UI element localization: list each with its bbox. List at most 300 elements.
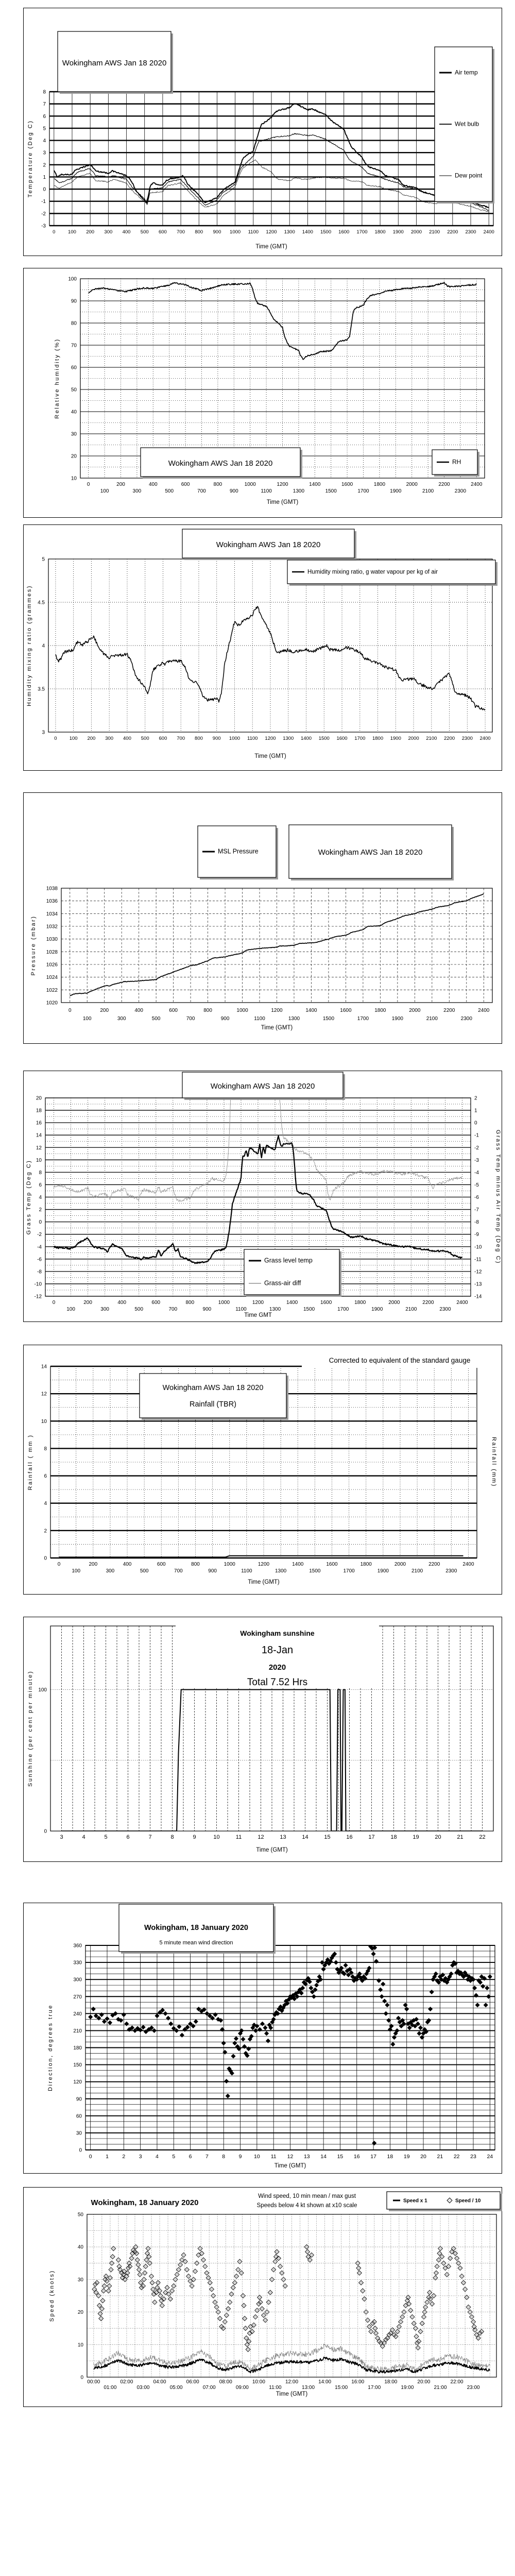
chart-title: Wokingham sunshine xyxy=(240,1629,315,1637)
x-tick-label: 1800 xyxy=(373,482,386,487)
x-tick-label: 1400 xyxy=(302,229,313,235)
y-axis-title: Sunshine (per cent per minute) xyxy=(27,1670,33,1787)
y-tick-label: 40 xyxy=(77,2244,83,2250)
y-tick-label: 60 xyxy=(76,2113,82,2120)
x-tick-label: 500 xyxy=(151,1016,161,1022)
x-tick-label: 500 xyxy=(165,488,174,494)
y-tick-label: 2 xyxy=(39,1207,42,1213)
x-tick-label: 07:00 xyxy=(202,2385,216,2391)
y-tick-label: 12 xyxy=(36,1145,42,1151)
x-tick-label: 15 xyxy=(324,1834,331,1840)
x-tick-label: 19 xyxy=(413,1834,419,1840)
chart-title: Rainfall (TBR) xyxy=(189,1400,237,1409)
y-tick-label: -1 xyxy=(41,199,46,205)
x-tick-label: 6 xyxy=(188,2154,192,2160)
x-tick-label: 0 xyxy=(53,229,56,235)
x-tick-label: 200 xyxy=(116,482,125,487)
chart-note: Speeds below 4 kt shown at x10 scale xyxy=(256,2202,357,2209)
x-tick-label: 1400 xyxy=(309,482,321,487)
y2-axis-title: Rainfall (mm) xyxy=(491,1437,497,1487)
x-tick-label: 13:00 xyxy=(302,2385,315,2391)
x-axis-title: Time (GMT) xyxy=(255,244,287,250)
x-tick-label: 01:00 xyxy=(104,2385,117,2391)
series-mean-speed xyxy=(94,2357,490,2373)
y-tick-label: 30 xyxy=(76,2130,82,2137)
x-tick-label: 02:00 xyxy=(120,2379,133,2385)
x-tick-label: 200 xyxy=(83,1300,92,1306)
x-tick-label: 700 xyxy=(177,736,185,741)
y-tick-label: 60 xyxy=(71,365,77,371)
y-tick-label: 0 xyxy=(39,1219,42,1226)
y-tick-label: 120 xyxy=(73,2079,82,2086)
y-tick-label: -6 xyxy=(37,1257,42,1263)
x-tick-label: 1900 xyxy=(391,1016,403,1022)
x-tick-label: 19 xyxy=(403,2154,410,2160)
x-axis-title: Time (GMT) xyxy=(274,2163,306,2169)
panel-sunshine xyxy=(23,1617,502,1862)
x-tick-label: 1000 xyxy=(218,1300,230,1306)
y-tick-label: 100 xyxy=(68,276,77,282)
y2-tick-label: -2 xyxy=(474,1145,479,1151)
x-tick-label: 21 xyxy=(437,2154,443,2160)
y-tick-label: 4 xyxy=(42,643,45,649)
x-tick-label: 1900 xyxy=(390,736,401,741)
x-tick-label: 7 xyxy=(148,1834,152,1840)
x-tick-label: 1100 xyxy=(241,1568,252,1574)
x-tick-label: 2000 xyxy=(409,1008,421,1013)
x-tick-label: 900 xyxy=(212,736,221,741)
x-tick-label: 1700 xyxy=(356,229,368,235)
x-tick-label: 1900 xyxy=(390,488,402,494)
chart-canvas-air-temperature xyxy=(24,8,503,257)
x-tick-label: 800 xyxy=(195,229,203,235)
x-tick-label: 5 xyxy=(104,1834,108,1840)
y-tick-label: 1024 xyxy=(46,975,58,981)
x-tick-label: 22 xyxy=(479,1834,486,1840)
y-tick-label: 30 xyxy=(71,431,77,437)
x-tick-label: 400 xyxy=(117,1300,127,1306)
y-tick-label: 8 xyxy=(43,89,46,95)
x-tick-label: 500 xyxy=(140,1568,149,1574)
x-tick-label: 1300 xyxy=(269,1307,281,1312)
x-tick-label: 200 xyxy=(86,229,95,235)
x-tick-label: 1100 xyxy=(247,736,258,741)
x-tick-label: 14 xyxy=(320,2154,327,2160)
x-tick-label: 2300 xyxy=(460,1016,472,1022)
chart-canvas-wind-speed xyxy=(24,2188,503,2408)
y-tick-label: 18 xyxy=(36,1108,42,1114)
x-tick-label: 1700 xyxy=(357,1016,369,1022)
x-tick-label: 20 xyxy=(435,1834,441,1840)
x-tick-label: 1400 xyxy=(286,1300,298,1306)
x-tick-label: 1500 xyxy=(303,1307,315,1312)
y-tick-label: 1034 xyxy=(46,911,58,917)
title-box xyxy=(140,1374,286,1418)
x-tick-label: 2300 xyxy=(439,1307,451,1312)
x-tick-label: 600 xyxy=(151,1300,161,1306)
x-tick-label: 900 xyxy=(220,1016,230,1022)
y-tick-label: 300 xyxy=(73,1977,82,1983)
x-tick-label: 1000 xyxy=(244,482,256,487)
x-tick-label: 18 xyxy=(387,2154,393,2160)
x-tick-label: 11 xyxy=(235,1834,242,1840)
y-tick-label: 1038 xyxy=(46,886,58,892)
panel-msl-pressure xyxy=(23,792,502,1044)
y-tick-label: -4 xyxy=(37,1244,42,1250)
x-tick-label: 1900 xyxy=(392,229,404,235)
y-tick-label: 5 xyxy=(43,126,46,132)
x-tick-label: 100 xyxy=(100,488,109,494)
x-tick-label: 13 xyxy=(280,1834,286,1840)
x-tick-label: 1300 xyxy=(293,488,305,494)
x-tick-label: 1400 xyxy=(300,736,312,741)
x-tick-label: 1500 xyxy=(309,1568,321,1574)
x-tick-label: 1700 xyxy=(357,488,369,494)
y2-tick-label: 2 xyxy=(474,1095,477,1101)
x-tick-label: 17 xyxy=(368,1834,375,1840)
x-tick-label: 2100 xyxy=(422,488,434,494)
y-tick-label: 10 xyxy=(36,1157,42,1163)
y-tick-label: 10 xyxy=(77,2342,83,2348)
x-tick-label: 1800 xyxy=(360,1562,372,1567)
legend-label: Grass level temp xyxy=(264,1257,313,1264)
y-tick-label: 210 xyxy=(73,2028,82,2034)
legend-label: Speed / 10 xyxy=(455,2198,481,2204)
x-tick-label: 1800 xyxy=(374,1008,386,1013)
x-tick-label: 2000 xyxy=(410,229,422,235)
x-tick-label: 18:00 xyxy=(384,2379,398,2385)
y-tick-label: 12 xyxy=(41,1391,47,1397)
x-tick-label: 800 xyxy=(195,736,203,741)
x-tick-label: 1500 xyxy=(320,229,332,235)
x-tick-label: 1600 xyxy=(338,229,350,235)
x-tick-label: 2100 xyxy=(426,1016,438,1022)
y2-tick-label: 0 xyxy=(474,1120,477,1126)
x-tick-label: 06:00 xyxy=(186,2379,199,2385)
y-tick-label: -8 xyxy=(37,1269,42,1275)
y-tick-label: -12 xyxy=(34,1294,42,1300)
y-axis-title: Direction, degrees true xyxy=(47,2004,54,2091)
y-tick-label: 6 xyxy=(44,1473,47,1480)
x-tick-label: 1900 xyxy=(377,1568,389,1574)
x-tick-label: 1700 xyxy=(343,1568,355,1574)
y-tick-label: 1036 xyxy=(46,899,58,905)
x-tick-label: 0 xyxy=(52,1300,56,1306)
y-tick-label: 10 xyxy=(71,476,77,482)
y-tick-label: 4 xyxy=(39,1195,42,1200)
x-tick-label: 19:00 xyxy=(401,2385,414,2391)
chart-note: Wind speed, 10 min mean / max gust xyxy=(258,2193,356,2199)
chart-canvas-grass-temperature xyxy=(24,1071,503,1323)
x-tick-label: 10 xyxy=(213,1834,220,1840)
x-tick-label: 1100 xyxy=(248,229,259,235)
x-tick-label: 300 xyxy=(105,736,114,741)
legend-label: MSL Pressure xyxy=(218,848,259,855)
y-tick-label: 3 xyxy=(42,730,45,736)
y-tick-label: -3 xyxy=(41,223,46,229)
x-tick-label: 900 xyxy=(202,1307,212,1312)
legend-label: Wet bulb xyxy=(455,120,479,128)
x-tick-label: 13 xyxy=(303,2154,310,2160)
x-tick-label: 2200 xyxy=(438,482,450,487)
x-tick-label: 04:00 xyxy=(153,2379,166,2385)
panel-air-temperature xyxy=(23,8,502,256)
series-layer xyxy=(70,894,484,996)
y-tick-label: 50 xyxy=(71,387,77,393)
x-tick-label: 1200 xyxy=(271,1008,283,1013)
y-tick-label: 3 xyxy=(43,150,46,156)
y2-tick-label: -11 xyxy=(474,1257,482,1263)
x-axis-title: Time (GMT) xyxy=(261,1025,293,1031)
x-tick-label: 600 xyxy=(158,229,167,235)
x-tick-label: 1800 xyxy=(354,1300,366,1306)
y-tick-label: 4 xyxy=(44,1501,47,1507)
x-tick-label: 1200 xyxy=(266,229,277,235)
x-tick-label: 800 xyxy=(203,1008,212,1013)
chart-canvas-sunshine xyxy=(24,1617,503,1862)
x-tick-label: 2300 xyxy=(445,1568,457,1574)
y2-tick-label: -1 xyxy=(474,1132,479,1139)
y-tick-label: -2 xyxy=(37,1232,42,1238)
x-tick-label: 1200 xyxy=(258,1562,270,1567)
y-tick-label: 6 xyxy=(43,113,46,120)
x-tick-label: 10 xyxy=(254,2154,260,2160)
x-tick-label: 2 xyxy=(122,2154,126,2160)
x-tick-label: 2400 xyxy=(471,482,483,487)
y-tick-label: 6 xyxy=(39,1182,42,1188)
y2-tick-label: -3 xyxy=(474,1157,479,1163)
x-tick-label: 9 xyxy=(238,2154,242,2160)
panel-grass-temperature xyxy=(23,1071,502,1322)
y-tick-label: 0 xyxy=(80,2375,83,2381)
x-tick-label: 1300 xyxy=(288,1016,300,1022)
x-tick-label: 14 xyxy=(302,1834,308,1840)
panel-humidity-mixing-ratio xyxy=(23,524,502,771)
x-tick-label: 17:00 xyxy=(368,2385,381,2391)
chart-title: Wokingham AWS Jan 18 2020 xyxy=(210,1082,315,1091)
y-tick-label: 330 xyxy=(73,1960,82,1966)
y-tick-label: 1032 xyxy=(46,924,58,930)
x-tick-label: 6 xyxy=(126,1834,130,1840)
chart-title: Wokingham AWS Jan 18 2020 xyxy=(62,59,167,67)
x-tick-label: 1600 xyxy=(336,736,348,741)
x-tick-label: 16 xyxy=(353,2154,360,2160)
chart-canvas-wind-direction xyxy=(24,1903,503,2174)
chart-title: Wokingham, 18 January 2020 xyxy=(91,2198,199,2207)
y2-tick-label: -7 xyxy=(474,1207,479,1213)
x-tick-label: 2400 xyxy=(456,1300,468,1306)
x-tick-label: 2200 xyxy=(422,1300,434,1306)
series-layer xyxy=(89,282,477,359)
chart-canvas-relative-humidity xyxy=(24,268,503,518)
x-tick-label: 500 xyxy=(140,229,149,235)
x-tick-label: 1500 xyxy=(318,736,330,741)
x-tick-label: 400 xyxy=(134,1008,144,1013)
series-msl-pressure xyxy=(70,894,484,996)
x-tick-label: 2100 xyxy=(426,736,437,741)
chart-title: Wokingham, 18 January 2020 xyxy=(144,1924,249,1932)
y-tick-label: 360 xyxy=(73,1943,82,1949)
x-axis-title: Time (GMT) xyxy=(248,1579,280,1585)
y2-tick-label: -14 xyxy=(474,1294,482,1300)
x-tick-label: 1100 xyxy=(261,488,272,494)
x-tick-label: 100 xyxy=(72,1568,81,1574)
x-tick-label: 400 xyxy=(123,1562,132,1567)
y-axis-title: Grass Temp (Deg C) xyxy=(26,1159,32,1235)
x-tick-label: 1800 xyxy=(374,229,386,235)
x-tick-label: 1400 xyxy=(305,1008,317,1013)
x-tick-label: 2300 xyxy=(461,736,473,741)
y-tick-label: 180 xyxy=(73,2045,82,2051)
y2-tick-label: -12 xyxy=(474,1269,482,1275)
x-tick-label: 2400 xyxy=(479,736,491,741)
x-tick-label: 0 xyxy=(57,1562,61,1567)
x-tick-label: 100 xyxy=(69,736,78,741)
y-tick-label: 20 xyxy=(36,1095,42,1101)
x-tick-label: 400 xyxy=(122,229,131,235)
y-tick-label: 0 xyxy=(43,187,46,193)
y-tick-label: 80 xyxy=(71,320,77,327)
x-tick-label: 2400 xyxy=(483,229,494,235)
y2-tick-label: -13 xyxy=(474,1281,482,1287)
series-speed-x10-points xyxy=(92,2245,484,2352)
x-tick-label: 20:00 xyxy=(417,2379,431,2385)
x-tick-label: 2300 xyxy=(465,229,476,235)
y2-tick-label: -8 xyxy=(474,1219,479,1226)
plot-border xyxy=(61,888,492,1003)
x-tick-label: 2200 xyxy=(443,1008,455,1013)
x-tick-label: 2200 xyxy=(428,1562,440,1567)
chart-title: Wokingham AWS Jan 18 2020 xyxy=(168,459,273,468)
y-tick-label: 20 xyxy=(77,2310,83,2316)
chart-title: Wokingham AWS Jan 18 2020 xyxy=(318,848,423,857)
y-tick-label: 7 xyxy=(43,101,46,108)
x-tick-label: 2400 xyxy=(462,1562,474,1567)
x-tick-label: 1700 xyxy=(354,736,366,741)
x-tick-label: 2200 xyxy=(447,229,458,235)
y-axis-title: Humidity mixing ratio (grammes) xyxy=(26,585,32,706)
y2-tick-label: -10 xyxy=(474,1244,482,1250)
x-tick-label: 3 xyxy=(139,2154,142,2160)
panel-wind-speed xyxy=(23,2187,502,2407)
y-tick-label: 1030 xyxy=(46,937,58,943)
x-tick-label: 15:00 xyxy=(335,2385,348,2391)
y-tick-label: 90 xyxy=(76,2096,82,2103)
x-tick-label: 2100 xyxy=(411,1568,423,1574)
x-tick-label: 0 xyxy=(89,2154,92,2160)
x-tick-label: 9 xyxy=(193,1834,196,1840)
x-tick-label: 08:00 xyxy=(219,2379,232,2385)
y2-axis-title: Grass Temp minus Air Temp (Deg C) xyxy=(495,1129,501,1265)
panel-wind-direction xyxy=(23,1903,502,2174)
x-tick-label: 2400 xyxy=(478,1008,490,1013)
chart-title: 18-Jan xyxy=(261,1645,294,1656)
x-tick-label: 15 xyxy=(337,2154,344,2160)
x-axis-title: Time GMT xyxy=(244,1312,272,1318)
y-tick-label: 70 xyxy=(71,343,77,349)
x-tick-label: 20 xyxy=(420,2154,426,2160)
x-tick-label: 900 xyxy=(229,488,238,494)
x-tick-label: 600 xyxy=(157,1562,166,1567)
y-tick-label: 1 xyxy=(43,174,46,180)
y-tick-label: -2 xyxy=(41,211,46,217)
legend-label: RH xyxy=(452,458,461,466)
x-tick-label: 1500 xyxy=(322,1016,335,1022)
x-tick-label: 1000 xyxy=(236,1008,248,1013)
x-tick-label: 2300 xyxy=(454,488,467,494)
x-tick-label: 200 xyxy=(87,736,96,741)
x-tick-label: 1200 xyxy=(252,1300,264,1306)
x-tick-label: 09:00 xyxy=(235,2385,249,2391)
x-tick-label: 1800 xyxy=(372,736,384,741)
y-tick-label: 270 xyxy=(73,1994,82,2000)
panel-rainfall xyxy=(23,1345,502,1595)
x-tick-label: 300 xyxy=(106,1568,115,1574)
y-tick-label: 40 xyxy=(71,409,77,415)
x-tick-label: 5 xyxy=(172,2154,176,2160)
x-tick-label: 800 xyxy=(213,482,222,487)
x-tick-label: 700 xyxy=(174,1568,183,1574)
x-tick-label: 700 xyxy=(168,1307,178,1312)
x-tick-label: 24 xyxy=(487,2154,493,2160)
x-tick-label: 17 xyxy=(370,2154,376,2160)
y-tick-label: 16 xyxy=(36,1120,42,1126)
x-tick-label: 900 xyxy=(213,229,221,235)
x-tick-label: 4 xyxy=(82,1834,85,1840)
x-tick-label: 1300 xyxy=(274,1568,287,1574)
y-tick-label: 8 xyxy=(39,1170,42,1176)
x-tick-label: 100 xyxy=(68,229,76,235)
y-tick-label: 0 xyxy=(79,2147,82,2154)
y2-tick-label: -6 xyxy=(474,1195,479,1200)
x-tick-label: 23:00 xyxy=(467,2385,480,2391)
x-tick-label: 12:00 xyxy=(285,2379,299,2385)
x-tick-label: 8 xyxy=(222,2154,226,2160)
chart-title: 5 minute mean wind direction xyxy=(159,1940,233,1946)
y-tick-label: 90 xyxy=(71,298,77,304)
chart-title: Corrected to equivalent of the standard gauge xyxy=(329,1357,471,1364)
x-tick-label: 800 xyxy=(191,1562,200,1567)
y-tick-label: 150 xyxy=(73,2062,82,2069)
x-tick-label: 900 xyxy=(208,1568,217,1574)
series-layer xyxy=(54,1090,462,1263)
y-tick-label: 2 xyxy=(43,162,46,168)
y2-tick-label: -5 xyxy=(474,1182,479,1188)
legend-label: Grass-air diff xyxy=(264,1279,301,1287)
x-tick-label: 200 xyxy=(100,1008,109,1013)
legend-label: Speed x 1 xyxy=(403,2198,427,2204)
x-tick-label: 22 xyxy=(453,2154,460,2160)
y-axis-title: Pressure (mbar) xyxy=(30,915,37,976)
y-axis-title: Rainfall ( mm ) xyxy=(27,1434,33,1490)
y2-tick-label: -4 xyxy=(474,1170,479,1176)
panel-relative-humidity xyxy=(23,268,502,518)
y-axis-title: Temperature (Deg C) xyxy=(27,120,33,198)
x-tick-label: 2000 xyxy=(394,1562,406,1567)
y-tick-label: 4 xyxy=(43,138,46,144)
x-tick-label: 21:00 xyxy=(434,2385,447,2391)
x-tick-label: 1700 xyxy=(337,1307,349,1312)
y-tick-label: 14 xyxy=(41,1364,47,1370)
x-tick-label: 0 xyxy=(68,1008,72,1013)
legend-label: Humidity mixing ratio, g water vapour per kg of air xyxy=(307,569,438,575)
x-tick-label: 2200 xyxy=(444,736,455,741)
x-tick-label: 700 xyxy=(177,229,185,235)
x-tick-label: 21 xyxy=(457,1834,464,1840)
x-tick-label: 1600 xyxy=(340,1008,352,1013)
x-tick-label: 2000 xyxy=(408,736,419,741)
x-tick-label: 1400 xyxy=(292,1562,304,1567)
